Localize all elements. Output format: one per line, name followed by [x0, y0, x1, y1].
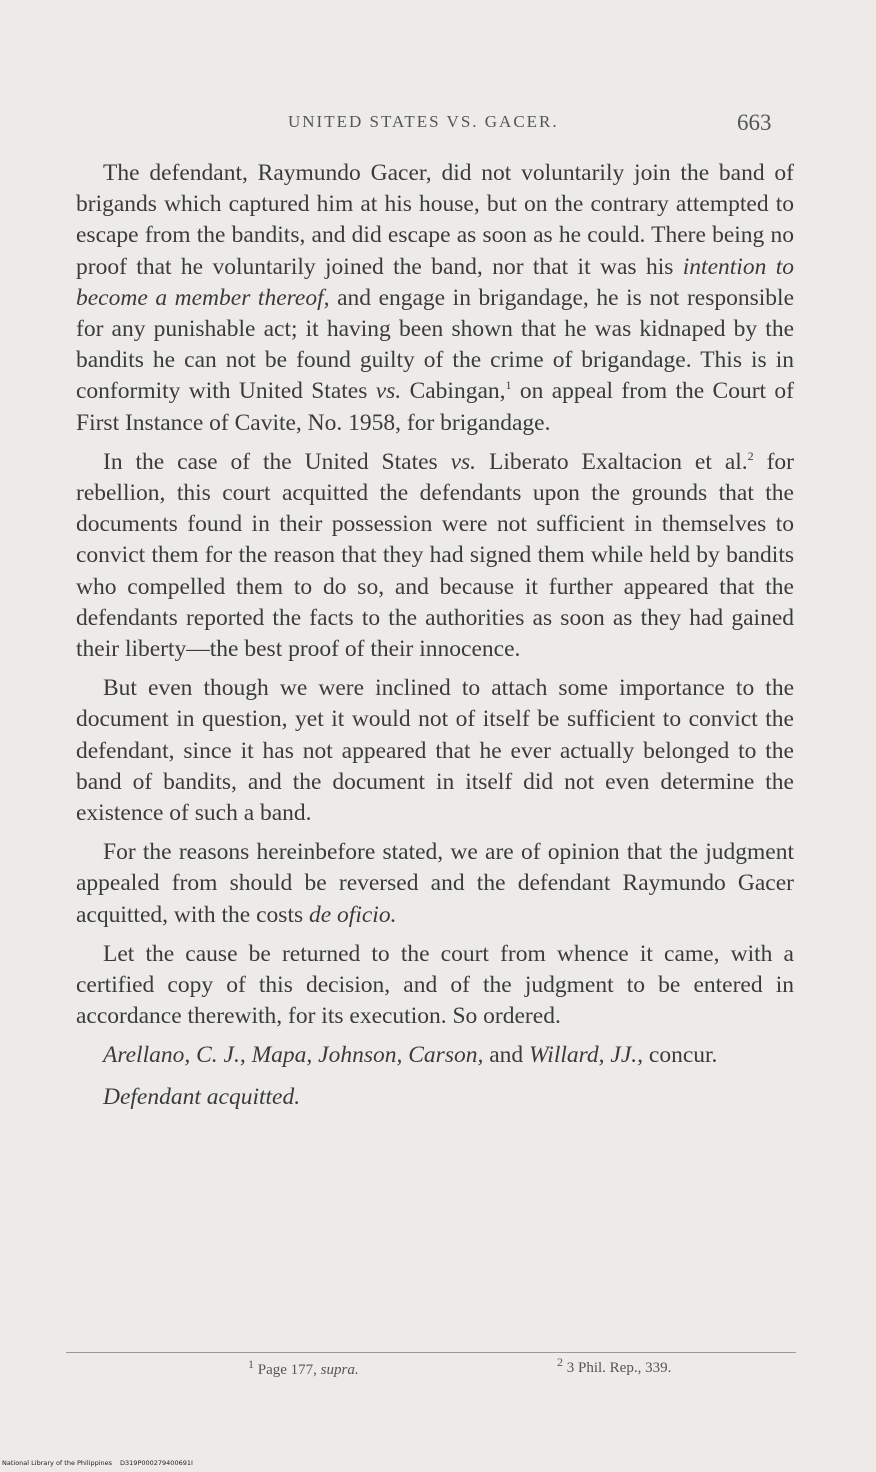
- footnote-mark: 1: [248, 1357, 254, 1371]
- footnote-text: Page 177,: [254, 1362, 321, 1378]
- justice-names: Willard, JJ.,: [529, 1042, 644, 1069]
- footnote-divider: [66, 1352, 796, 1353]
- footnotes: [0, 1355, 876, 1388]
- text-run: for rebellion, this court acquitted the defendants upon the grounds that the documents found in their possession were not sufficient in themselves to convict them for the reason that they had signed them while held by bandits who compelled them to do so, and because it further appeared that the defendants reported the facts to the authorities as soon as they had gained their liberty—the best proof of their innocence.: [76, 448, 794, 663]
- text-run: Raymundo: [257, 160, 361, 186]
- text-run: For the reasons hereinbefore stated, we are of opinion that the judgment appealed from should be reversed and the defendant Raymundo Gacer acquitted, with the costs: [76, 839, 794, 928]
- page-header: [0, 104, 876, 144]
- paragraph-4: [76, 837, 794, 931]
- text-run: and: [483, 1042, 530, 1069]
- paragraph-1: [76, 158, 794, 439]
- paragraph-5: Let the cause be returned to the court from whence it came, with a certified copy of this decision, and of the judgment to be entered in accordance therewith, for its execution. So ordered.: [76, 940, 794, 1030]
- text-run: Liberato Exaltacion et al.: [476, 448, 748, 475]
- paragraph-2: [76, 447, 794, 665]
- footnote-italic: supra.: [320, 1362, 359, 1378]
- italic-run: vs.: [375, 378, 402, 405]
- text-run: Gacer, did not voluntarily join the band of brigands which captured him at his house, but on the contrary attempted to escape from the bandits, and did escape as soon as he could. There being no proof that he voluntarily joined the band, nor that it was his: [76, 160, 794, 280]
- footnote-mark: 2: [557, 1355, 563, 1369]
- text-run: Cabingan,: [401, 378, 506, 405]
- text-run: The defendant,: [103, 160, 258, 186]
- paragraph-3: But even though we were inclined to attach some importance to the document in question, yet it would not of itself be sufficient to convict the defendant, since it has not appeared that he ever actually belonged to the band of bandits, and the document in itself did not even determine the existence of such a band.: [76, 675, 794, 827]
- text-run: concur.: [643, 1042, 718, 1069]
- library-credit: National Library of the Philippines: [2, 1459, 113, 1467]
- text-run: on appeal from the Court of First Instance of Cavite, No. 1958, for brigandage.: [76, 378, 794, 436]
- footnote-text: 3 Phil. Rep., 339.: [563, 1360, 672, 1376]
- document-id: D319P000279400691I: [120, 1459, 193, 1467]
- disposition: Defendant acquitted.: [103, 1083, 301, 1110]
- text-run: and engage in brigandage, he is not responsible for any punishable act; it having been shown that he was kidnaped by the bandits he can not be found guilty of the crime of brigandage. This is in conformity with United States: [76, 284, 794, 405]
- italic-run: vs.: [450, 448, 477, 475]
- italic-run: intention to become a member thereof,: [76, 253, 795, 311]
- running-head: UNITED STATES VS. GACER.: [288, 112, 559, 131]
- scan-credit: [2, 1459, 201, 1467]
- body-text: [76, 158, 794, 1113]
- concurring-justices: [76, 1040, 794, 1071]
- footnote-ref-1: 1: [505, 378, 512, 393]
- footnote-1: [248, 1357, 359, 1379]
- text-run: In the case of the United States: [103, 448, 451, 475]
- justice-names: Arellano, C. J., Mapa, Johnson, Carson,: [103, 1042, 484, 1069]
- footnote-2: [557, 1355, 672, 1377]
- italic-run: de oficio.: [309, 901, 397, 928]
- footnote-ref-2: 2: [747, 449, 754, 463]
- page-number: 663: [737, 110, 772, 135]
